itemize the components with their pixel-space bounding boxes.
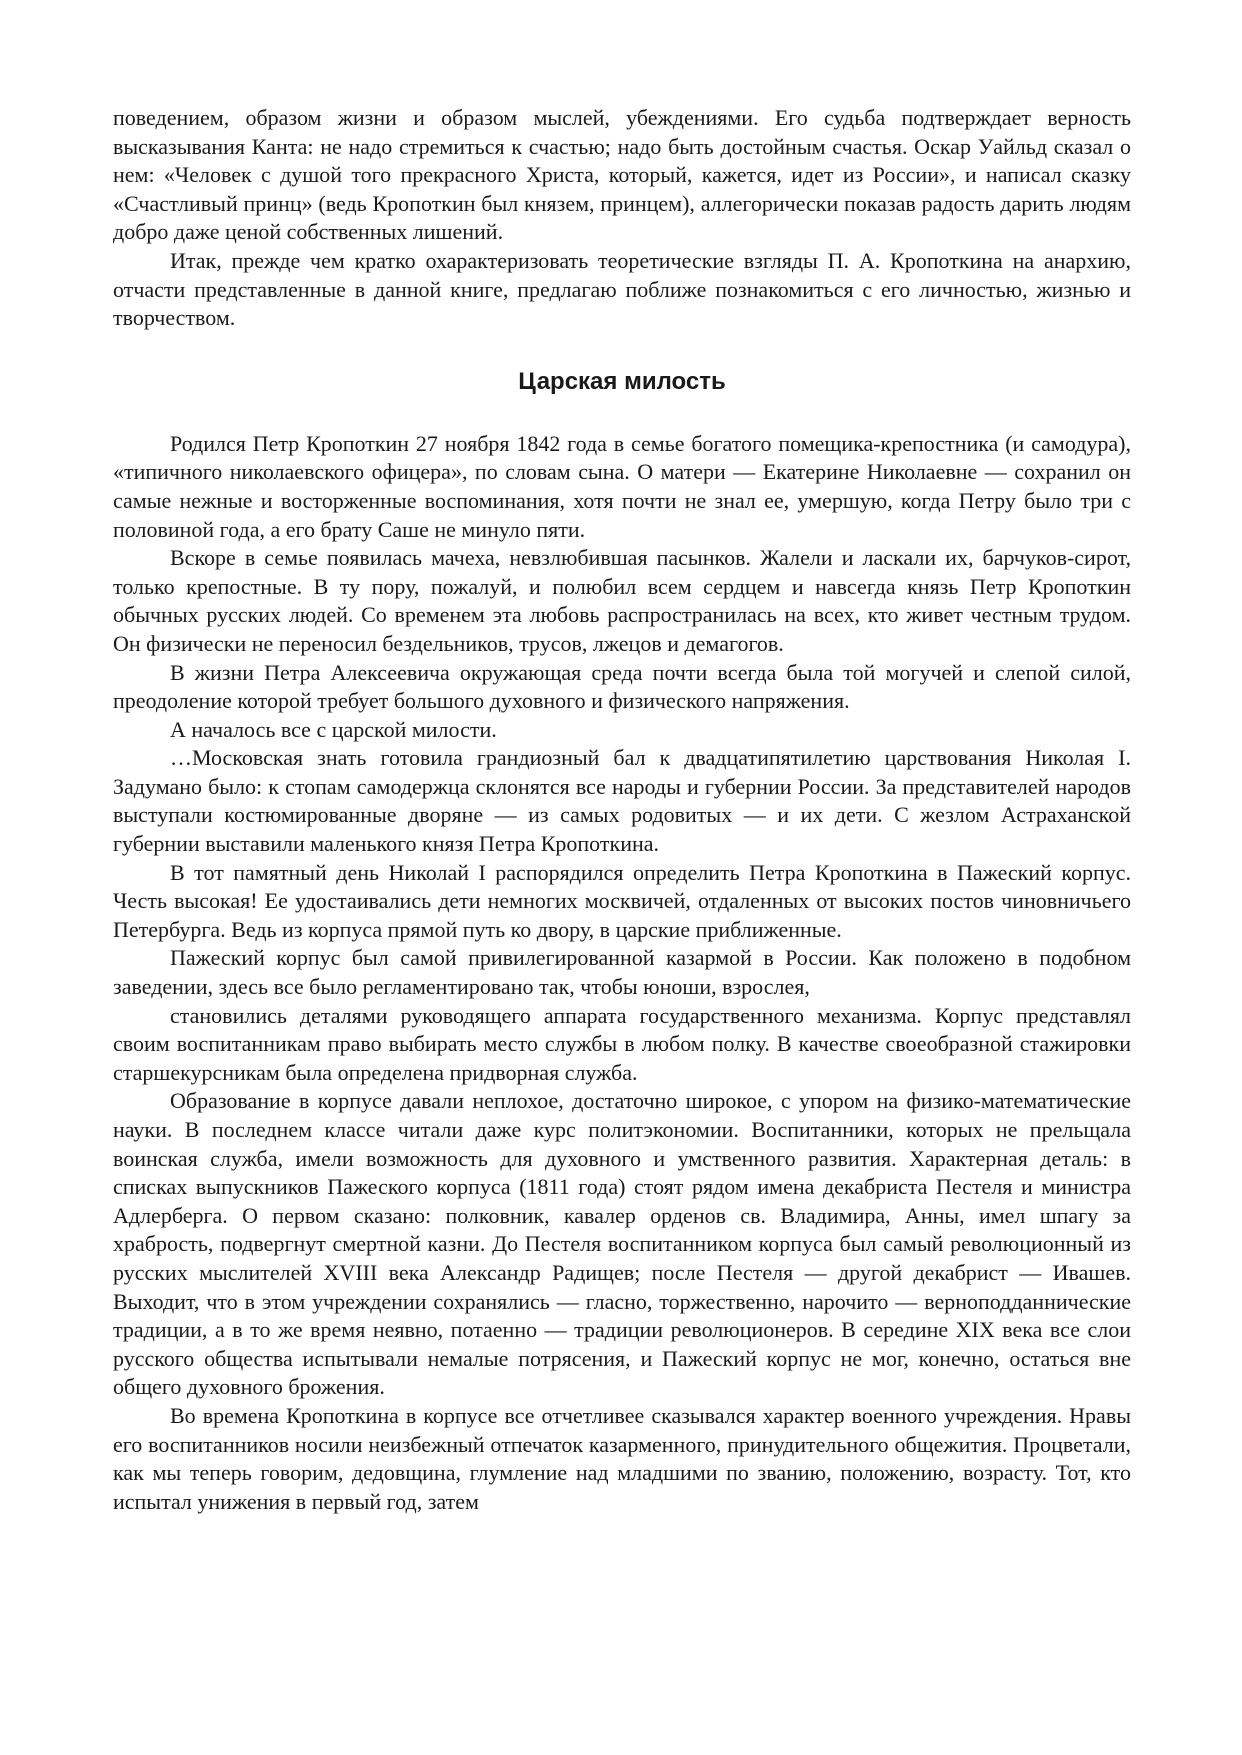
section-heading: Царская милость [518, 367, 726, 395]
section-paragraph-1: Родился Петр Кропоткин 27 ноября 1842 года в семье богатого помещика-крепостника (и самодура), «типичного николаевского офицера», по словам сына. О матери — Екатерине Николаевне — сохранил он самые нежные и восторженные воспоминания, хотя почти не знал ее, умершую, когда Петру было три с половиной года, а его брату Саше не минуло пяти. [113, 430, 1131, 542]
section-paragraph-8: становились деталями руководящего аппарата государственного механизма. Корпус представлял своим воспитанникам право выбирать место службы в любом полку. В качестве своеобразной стажировки старшекурсникам была определена придворная служба. [113, 1002, 1131, 1085]
section-paragraph-10: Во времена Кропоткина в корпусе все отчетливее сказывался характер военного учреждения. Нравы его воспитанников носили неизбежный отпечаток казарменного, принудительного общежития. Процветали, как мы теперь говорим, дедовщина, глумление над младшими по званию, положению, возрасту. Тот, кто испытал унижения в первый год, затем [113, 1402, 1131, 1514]
section-paragraph-2: Вскоре в семье появилась мачеха, невзлюбившая пасынков. Жалели и ласкали их, барчуков-сирот, только крепостные. В ту пору, пожалуй, и полюбил всем сердцем и навсегда князь Петр Кропоткин обычных русских людей. Со временем эта любовь распространилась на всех, кто живет честным трудом. Он физически не переносил бездельников, трусов, лжецов и демагогов. [113, 545, 1131, 656]
section-paragraph-4: А началось все с царской милости. [170, 716, 497, 742]
section-paragraph-9: Образование в корпусе давали неплохое, достаточно широкое, с упором на физико-математические науки. В последнем классе читали даже курс политэкономии. Воспитанники, которых не прельщала воинская служба, имели возможность для духовного и умственного развития. Характерная деталь: в списках выпускников Пажеского корпуса (1811 года) стоят рядом имена декабриста Пестеля и министра Адлерберга. О первом сказано: полковник, кавалер орденов св. Владимира, Анны, имел шпагу за храбрость, подвергнут смертной казни. До Пестеля воспитанником корпуса был самый революционный из русских мыслителей XVIII века Александр Радищев; после Пестеля — другой декабрист — Ивашев. Выходит, что в этом учреждении сохранялись — гласно, торжественно, нарочито — верноподданнические традиции, а в то же время неявно, потаенно — традиции революционеров. В середине XIX века все слои русского общества испытывали немалые потрясения, и Пажеский корпус не мог, конечно, остаться вне общего духовного брожения. [113, 1088, 1131, 1400]
section-paragraph-5: …Московская знать готовила грандиозный бал к двадцатипятилетию царствования Николая I. Задумано было: к стопам самодержца склонятся все народы и губернии России. За представителей народов выступали костюмированные дворяне — из самых родовитых — и их дети. С жезлом Астраханской губернии выставили маленького князя Петра Кропоткина. [113, 745, 1131, 857]
section-paragraph-7: Пажеский корпус был самой привилегированной казармой в России. Как положено в подобном заведении, здесь все было регламентировано так, чтобы юноши, взрослея, [113, 945, 1131, 1000]
intro-paragraph-2: Итак, прежде чем кратко охарактеризовать теоретические взгляды П. А. Кропоткина на анархию, отчасти представленные в данной книге, предлагаю поближе познакомиться с его личностью, жизнью и творчеством. [113, 247, 1131, 331]
section-paragraph-3: В жизни Петра Алексеевича окружающая среда почти всегда была той могучей и слепой силой, преодоление которой требует большого духовного и физического напряжения. [113, 659, 1131, 714]
section-paragraph-6: В тот памятный день Николай I распорядился определить Петра Кропоткина в Пажеский корпус. Честь высокая! Ее удостаивались дети немногих москвичей, отдаленных от высоких постов чиновничьего Петербурга. Ведь из корпуса прямой путь ко двору, в царские приближенные. [113, 859, 1131, 942]
intro-paragraph-1: поведением, образом жизни и образом мыслей, убеждениями. Его судьба подтверждает верность высказывания Канта: не надо стремиться к счастью; надо быть достойным счастья. Оскар Уайльд сказал о нем: «Человек с душой того прекрасного Христа, который, кажется, идет из России», и написал сказку «Счастливый принц» (ведь Кропоткин был князем, принцем), аллегорически показав радость дарить людям добро даже ценой собственных лишений. [113, 105, 1131, 245]
document-page [113, 104, 1131, 1516]
